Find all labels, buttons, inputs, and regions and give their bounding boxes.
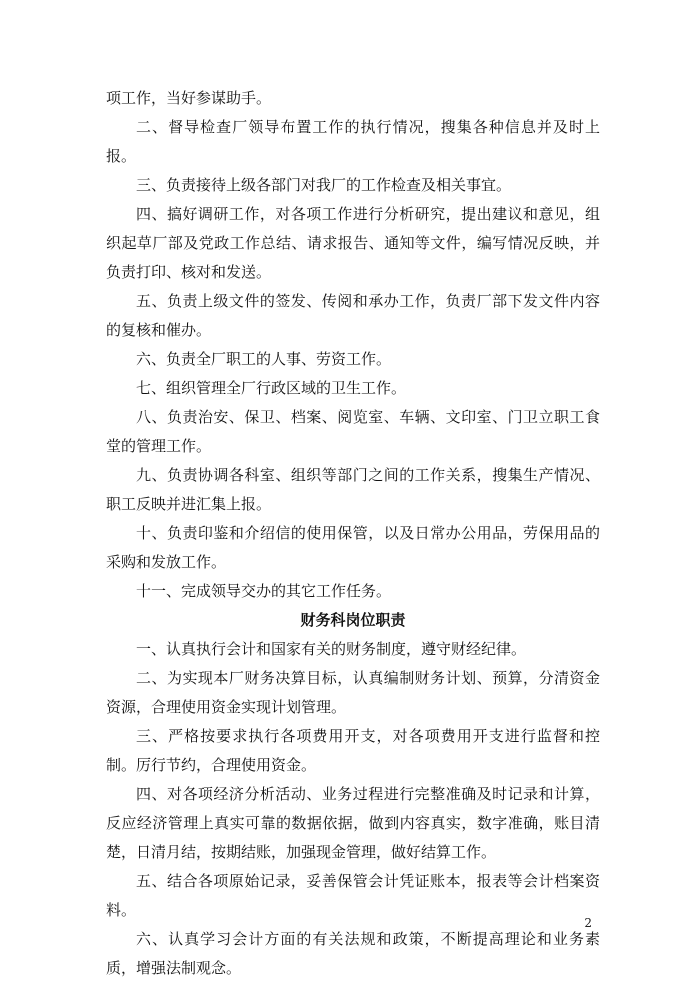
paragraph-finance-4: 四、对各项经济分析活动、业务过程进行完整准确及时记录和计算，反应经济管理上真实可靠的数据依据，做到内容真实，数字准确，账目清楚，日清月结，按期结账，加强现金管理，做好结算工作。: [106, 785, 600, 861]
paragraph-finance-5: 五、结合各项原始记录，妥善保管会计凭证账本，报表等会计档案资料。: [106, 872, 600, 919]
paragraph-duty-11: 十一、完成领导交办的其它工作任务。: [136, 582, 392, 600]
paragraph-finance-3: 三、严格按要求执行各项费用开支，对各项费用开支进行监督和控制。厉行节约，合理使用资金。: [106, 727, 600, 774]
paragraph-duty-4: 四、搞好调研工作，对各项工作进行分析研究，提出建议和意见，组织起草厂部及党政工作总结、请求报告、通知等文件，编写情况反映，并负责打印、核对和发送。: [106, 205, 600, 281]
paragraph-finance-6: 六、认真学习会计方面的有关法规和政策，不断提高理论和业务素质，增强法制观念。: [106, 930, 600, 977]
document-page: [106, 84, 600, 983]
paragraph-finance-1: 一、认真执行会计和国家有关的财务制度，遵守财经纪律。: [136, 640, 527, 658]
paragraph-duty-3: 三、负责接待上级各部门对我厂的工作检查及相关事宜。: [136, 176, 512, 194]
paragraph-duty-10: 十、负责印鉴和介绍信的使用保管，以及日常办公用品，劳保用品的采购和发放工作。: [106, 524, 600, 571]
paragraph-duty-2: 二、督导检查厂领导布置工作的执行情况，搜集各种信息并及时上报。: [106, 118, 600, 165]
page-number: 2: [584, 916, 592, 930]
paragraph-duty-5: 五、负责上级文件的签发、传阅和承办工作，负责厂部下发文件内容的复核和催办。: [106, 292, 600, 339]
paragraph-duty-6: 六、负责全厂职工的人事、劳资工作。: [136, 350, 392, 368]
paragraph-continuation: 项工作，当好参谋助手。: [106, 89, 272, 107]
paragraph-duty-9: 九、负责协调各科室、组织等部门之间的工作关系，搜集生产情况、职工反映并进汇集上报。: [106, 466, 600, 513]
paragraph-duty-7: 七、组织管理全厂行政区域的卫生工作。: [136, 379, 407, 397]
paragraph-duty-8: 八、负责治安、保卫、档案、阅览室、车辆、文印室、门卫立职工食堂的管理工作。: [106, 408, 600, 455]
section-heading-finance: 财务科岗位职责: [300, 611, 406, 629]
paragraph-finance-2: 二、为实现本厂财务决算目标，认真编制财务计划、预算，分清资金资源，合理使用资金实现计划管理。: [106, 669, 600, 716]
